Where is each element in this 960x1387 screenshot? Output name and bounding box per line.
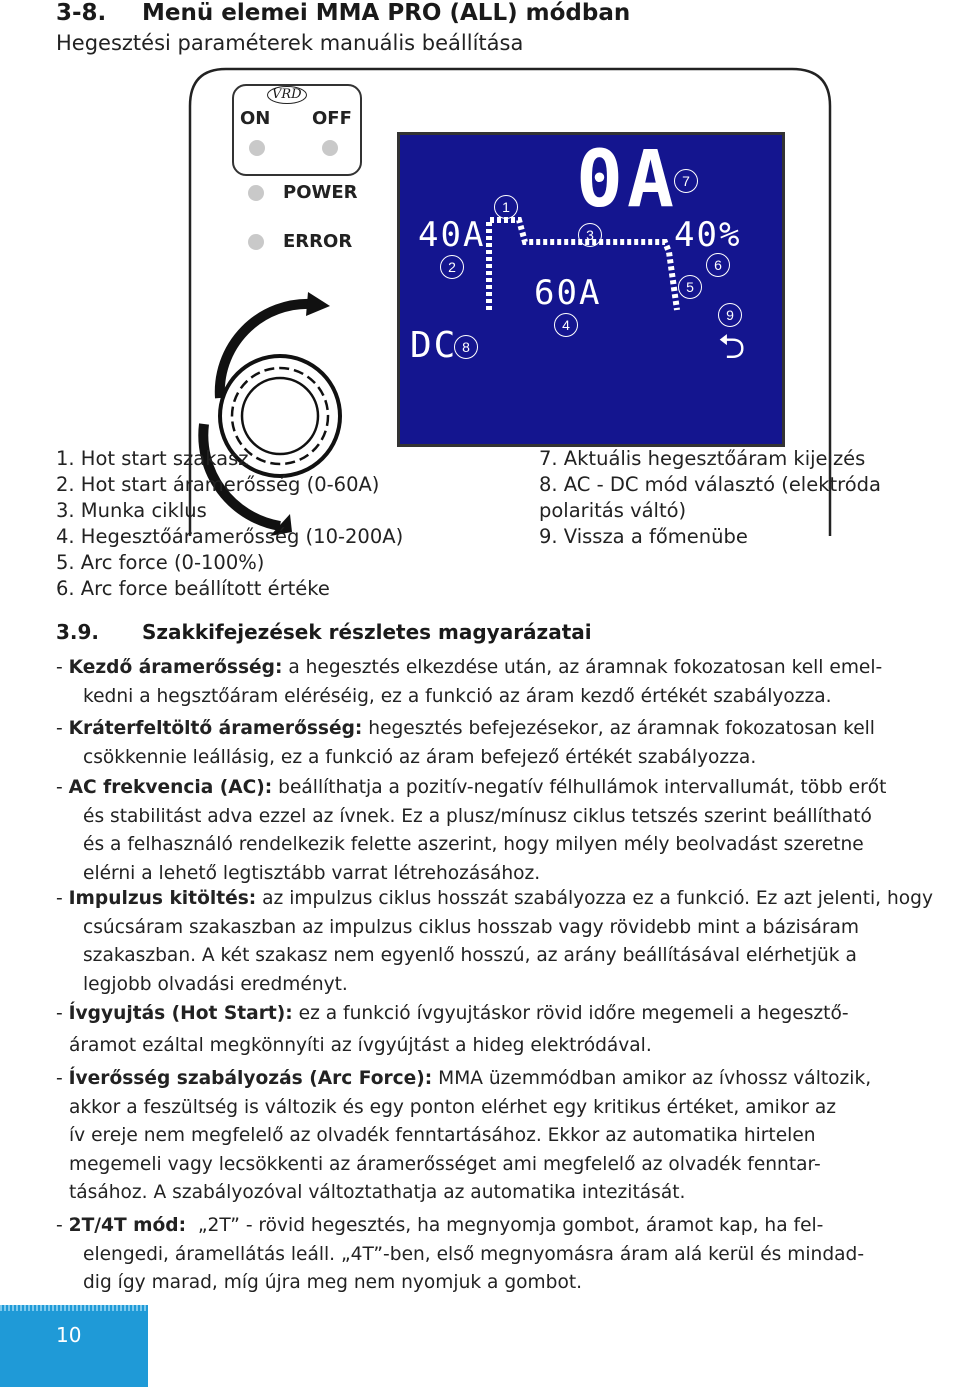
error-label: ERROR (283, 231, 353, 252)
terms-heading (56, 620, 592, 644)
term-text: „2T” - rövid hegesztés, ha megnyomja gombot, áramot kap, ha fel- (197, 1215, 824, 1236)
marker-5: 5 (678, 275, 702, 299)
term-text: ív ereje nem megfelelő az olvadék fenntartásához. Ekkor az automatika hirtelen (69, 1125, 816, 1146)
legend-item: 4. Hegesztőáramerősség (10-200A) (56, 525, 404, 548)
section-title: Menü elemei MMA PRO (ALL) módban (142, 0, 631, 26)
power-label: POWER (283, 182, 358, 203)
on-label: ON (240, 108, 271, 129)
legend-item: 3. Munka ciklus (56, 499, 207, 522)
term-text: áramot ezáltal megkönnyíti az ívgyújtást a hideg elektródával. (69, 1035, 652, 1056)
marker-7: 7 (674, 169, 698, 193)
term-label: AC frekvencia (AC): (68, 777, 273, 798)
lcd-current-value: 0A (576, 135, 678, 225)
power-led (248, 185, 264, 201)
legend-left (56, 446, 403, 602)
term-2t-4t: - 2T/4T mód: „2T” - rövid hegesztés, ha megnyomja gombot, áramot kap, ha fel- elengedi, áramellátás leáll. „4T”-ben, első megnyomásra áram alá kerül és mindad- dig így marad, míg újra meg nem nyomjuk a gombot. (56, 1212, 960, 1298)
term-text: beállíthatja a pozitív-negatív félhullámok intervallumát, több erőt (278, 777, 887, 798)
terms-number: 3.9. (56, 620, 100, 644)
lcd-welding-current-value: 60A (534, 273, 602, 313)
term-ac-frequency: - AC frekvencia (AC): beállíthatja a pozitív-negatív félhullámok intervallumát, több erőt és stabilitást adva ezzel az ívnek. Ez a plusz/mínusz ciklus tetszés szerint beállítható és a felhasználó rendelkezik felette aszerint, hogy milyen mély beolvadást szeretne elérni a lehető legtisztább varrat létrehozásához. (56, 774, 960, 888)
marker-4: 4 (554, 313, 578, 337)
term-text: legjobb olvadási eredményt. (83, 973, 348, 995)
lcd-display (397, 132, 785, 447)
term-hot-start: - Ívgyujtás (Hot Start): ez a funkció ívgyujtáskor rövid időre megemeli a hegesztő- áramot ezáltal megkönnyíti az ívgyújtást a hideg elektródával. (56, 998, 960, 1062)
legend-right (539, 446, 881, 550)
term-text: hegesztés befejezésekor, az áramnak fokozatosan kell (368, 718, 875, 739)
term-text: kedni a hegsztőáram eléréséig, ez a funkció az áram kezdő értékét szabályozza. (83, 685, 832, 707)
section-number: 3-8. (56, 0, 107, 26)
term-text: dig így marad, míg újra meg nem nyomjuk a gombot. (83, 1272, 583, 1293)
term-label: Impulzus kitöltés: (68, 888, 257, 909)
lcd-hot-start-value: 40A (418, 215, 486, 255)
term-text: és a felhasználó rendelkezik felette aszerint, hogy milyen mély beolvadást szeretne (83, 834, 864, 855)
term-text: szakaszban. A két szakasz nem egyenlő hosszú, az arány beállításával elérhetjük a (83, 945, 857, 966)
term-label: Íverősség szabályozás (Arc Force): (68, 1068, 433, 1089)
off-label: OFF (312, 108, 352, 129)
term-text: és stabilitást adva ezzel az ívnek. Ez a plusz/mínusz ciklus tetszés szerint beállítható (83, 805, 872, 827)
term-text: a hegesztés elkezdése után, az áramnak fokozatosan kell emel- (288, 657, 883, 678)
term-text: az impulzus ciklus hosszát szabályozza ez a funkció. Ez azt jelenti, hogy (262, 888, 933, 909)
legend-item: polaritás váltó) (539, 499, 687, 522)
term-text: tásához. A szabályozóval változtathatja az automatika intezitását. (69, 1182, 686, 1203)
term-label: Kezdő áramerősség: (68, 657, 283, 678)
legend-item: 2. Hot start áramerősség (0-60A) (56, 473, 380, 496)
lcd-mode-value: DC (410, 325, 458, 366)
page-number-tab (0, 1305, 148, 1387)
legend-item: 6. Arc force beállított értéke (56, 577, 330, 600)
terms-title: Szakkifejezések részletes magyarázatai (142, 620, 592, 644)
vrd-on-led (249, 140, 265, 156)
marker-6: 6 (706, 253, 730, 277)
legend-item: 8. AC - DC mód választó (elektróda (539, 473, 882, 496)
term-text: megemeli vagy lecsökkenti az áramerősséget ami megfelelő az olvadék fenntar- (69, 1153, 821, 1175)
vrd-logo: VRD (267, 86, 307, 104)
term-label: Ívgyujtás (Hot Start): (68, 1003, 293, 1024)
legend-item: 9. Vissza a főmenübe (539, 525, 748, 548)
lcd-waveform (397, 132, 785, 447)
legend-item: 5. Arc force (0-100%) (56, 551, 265, 574)
term-text: elérni a lehető legtisztább varrat létrehozásához. (83, 862, 541, 884)
term-crater-current: - Kráterfeltöltő áramerősség: hegesztés befejezésekor, az áramnak fokozatosan kell csökkennie leállásig, ez a funkció az áram befejező értékét szabályozza. (56, 715, 960, 772)
term-text: csúcsáram szakaszban az impulzus ciklus hosszab vagy rövidebb mint a bázisáram (83, 916, 859, 938)
term-start-current: - Kezdő áramerősség: a hegesztés elkezdése után, az áramnak fokozatosan kell emel- kedni a hegsztőáram eléréséig, ez a funkció az áram kezdő értékét szabályozza. (56, 654, 960, 711)
marker-9: 9 (718, 303, 742, 327)
back-arrow-icon: ⮌ (718, 327, 748, 367)
marker-2: 2 (440, 255, 464, 279)
legend-item: 1. Hot start szakasz (56, 447, 249, 470)
tab-stripe (0, 1305, 148, 1311)
term-text: csökkennie leállásig, ez a funkció az áram befejező értékét szabályozza. (83, 746, 757, 768)
term-text: elengedi, áramellátás leáll. „4T”-ben, első megnyomásra áram alá kerül és mindad- (83, 1243, 865, 1265)
lcd-arc-force-value: 40% (674, 215, 742, 255)
term-label: Kráterfeltöltő áramerősség: (68, 718, 363, 739)
legend-item: 7. Aktuális hegesztőáram kijelzés (539, 447, 866, 470)
vrd-off-led (322, 140, 338, 156)
term-text: ez a funkció ívgyujtáskor rövid időre megemeli a hegesztő- (298, 1003, 849, 1024)
term-text: MMA üzemmódban amikor az ívhossz változik, (438, 1068, 872, 1089)
error-led (248, 234, 264, 250)
marker-8: 8 (454, 335, 478, 359)
section-subtitle: Hegesztési paraméterek manuális beállítása (56, 31, 524, 55)
term-pulse-duty: - Impulzus kitöltés: az impulzus ciklus hosszát szabályozza ez a funkció. Ez azt jelenti, hogy csúcsáram szakaszban az impulzus ciklus hosszab vagy rövidebb mint a bázisáram szakaszban. A két szakasz nem egyenlő hosszú, az arány beállításával elérhetjük a legjobb olvadási eredményt. (56, 885, 960, 999)
marker-3: 3 (578, 223, 602, 247)
term-text: akkor a feszültség is változik és egy ponton elérhet egy kritikus értéket, amikor az (69, 1096, 837, 1118)
page-number: 10 (56, 1323, 82, 1347)
marker-1: 1 (494, 195, 518, 219)
section-heading (56, 0, 630, 26)
term-arc-force: - Íverősség szabályozás (Arc Force): MMA üzemmódban amikor az ívhossz változik, akkor a feszültség is változik és egy ponton elérhet egy kritikus értéket, amikor az ív ereje nem megfelelő az olvadék fenntartásához. Ekkor az automatika hirtelen megemeli vagy lecsökkenti az áramerősséget ami megfelelő az olvadék fenntar- tásához. A szabályozóval változtathatja az automatika intezitását. (56, 1065, 960, 1208)
term-label: 2T/4T mód: (68, 1215, 187, 1236)
